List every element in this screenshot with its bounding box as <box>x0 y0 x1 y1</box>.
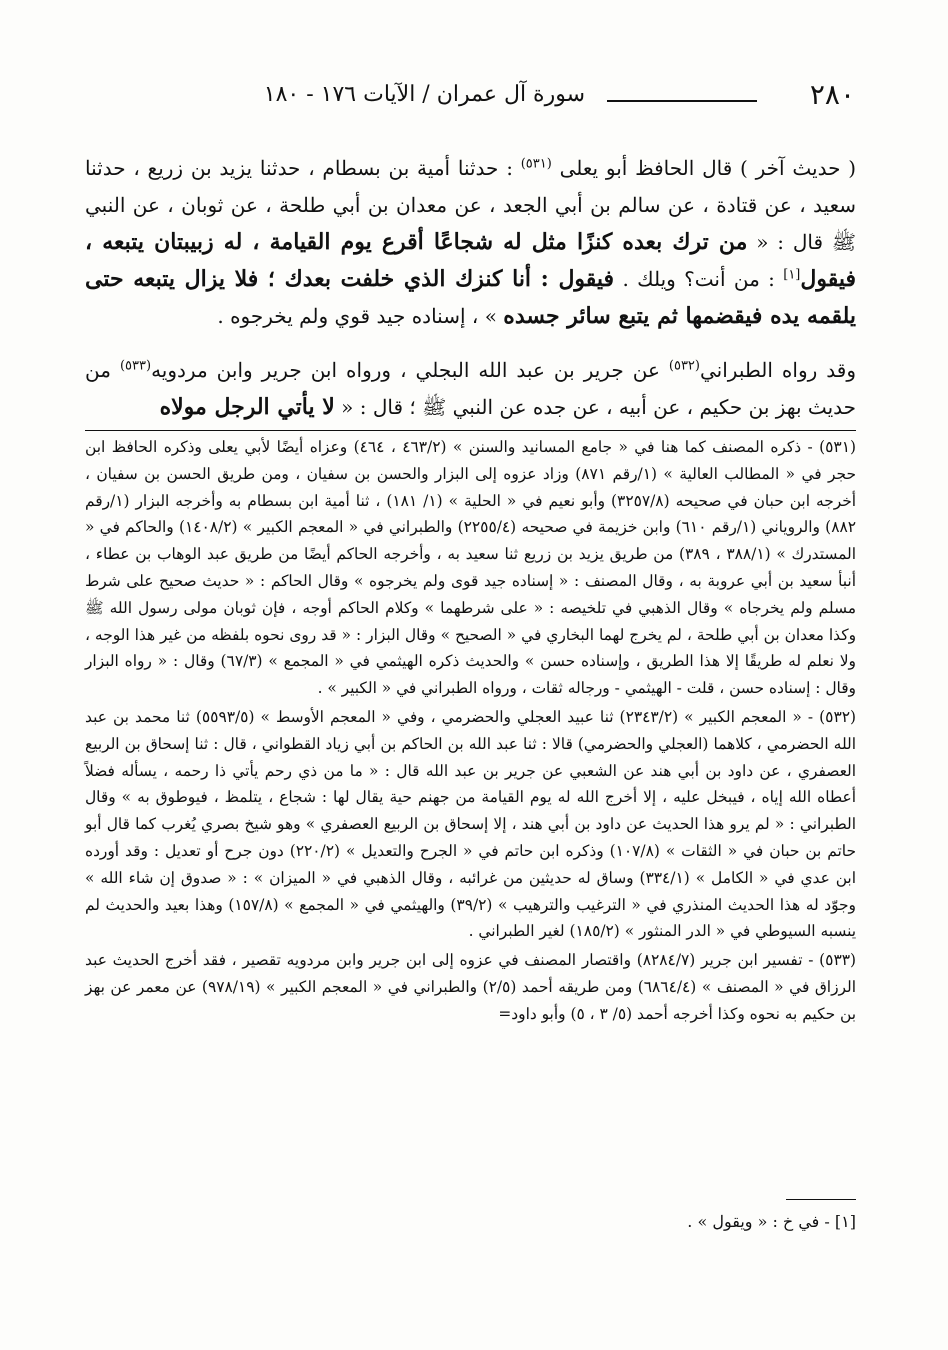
footnote-531: (٥٣١) - ذكره المصنف كما هنا في « جامع المسانيد والسنن » (٤٦٣/٢ ، ٤٦٤) وعزاه أيضًا لأبي يعلى وذكره الحافظ ابن حجر في « المطالب العالية » (١/رقم ٨٧١) وزاد عزوه إلى البزار والحسن بن سفيان ، ومن طريق الحسن بن سفيان ، أخرجه ابن حبان في صحيحه (٣٢٥٧/٨) وأبو نعيم في « الحلية » (١/ ١٨١) ، ثنا أمية ابن بسطام به وأخرجه البزار (١/رقم ٨٨٢) والروياني (١/رقم ٦١٠) وابن خزيمة في صحيحه (٢٢٥٥/٤) والطبراني في « المعجم الكبير » (١٤٠٨/٢) والحاكم في « المستدرك » (٣٨٨/١ ، ٣٨٩) من طريق يزيد بن زريع ثنا سعيد به ، وأخرجه الحاكم أيضًا من طريق عبد الوهاب بن عطاء ، أنبأ سعيد بن أبي عروبة به ، وقال المصنف : « إسناده جيد قوى ولم يخرجوه » وقال الحاكم : « حديث صحيح على شرط مسلم ولم يخرجاه » وقال الذهبي في تلخيصه : « على شرطهما » وكلام الحاكم أوجه ، فإن ثوبان مولى رسول الله ﷺ وكذا معدان بن أبي طلحة ، لم يخرج لهما البخاري في « الصحيح » وقال البزار : « قد روى نحوه بلفظه من غير هذا الوجه ، ولا نعلم له طريقًا إلا هذا الطريق ، وإسناده حسن » والحديث ذكره الهيثمي في « المجمع » (٦٧/٣) وقال : « رواه البزار وقال : إسناده حسن ، قلت - الهيثمي - ورجاله ثقات ، ورواه الطبراني في « الكبير » . <box>85 438 857 698</box>
footnotes-separator <box>85 430 856 431</box>
p1-text-b: : حدثنا أمية بن بسطام ، حدثنا يزيد بن زريع ، حدثنا سعيد ، عن قتادة ، عن سالم بن أبي الجعد ، عن معدان بن أبي طلحة ، عن ثوبان ، عن النبي ﷺ قال : « <box>85 156 857 254</box>
p2-text-c: من حديث بهز بن حكيم ، عن أبيه ، عن جده عن النبي ﷺ ؛ قال : « <box>85 358 856 419</box>
p2-text-b: عن جرير بن عبد الله البجلي ، ورواه ابن جرير وابن مردويه <box>151 358 660 382</box>
footnote-ref-1: [١] <box>783 267 801 283</box>
footnote-ref-533: (٥٣٣) <box>119 358 152 374</box>
p1-hadith-bold-1: من ترك بعده كنزًا مثل له شجاعًا أقرع يوم القيامة ، له زبيبتان يتبعه ، فيقول <box>85 229 857 292</box>
p1-hadith-bold-2: فيقول : أنا كنزك الذي خلفت بعدك ؛ فلا يزال يتبعه حتى يلقمه يده فيقضمها ثم يتبع سائر جسده <box>85 266 856 329</box>
footnotes <box>85 434 856 1030</box>
footnote-1: [١] - في خ : « ويقول » . <box>687 1212 856 1231</box>
running-title: سورة آل عمران / الآيات ١٧٦ - ١٨٠ <box>263 82 585 107</box>
p1-text-c: : من أنت؟ ويلك . <box>622 267 775 291</box>
bottom-separator <box>786 1199 856 1200</box>
paragraph-hadith <box>85 150 856 335</box>
page-header <box>75 78 855 118</box>
footnote-ref-532: (٥٣٢) <box>668 358 700 374</box>
header-rule <box>607 100 757 102</box>
p1-text-d: » ، إسناده جيد قوي ولم يخرجوه . <box>217 304 497 328</box>
footnote-533: (٥٣٣) - تفسير ابن جرير (٨٢٨٤/٧) واقتصار المصنف في عزوه إلى ابن جرير وابن مردويه تقصير ، فقد أخرج الحديث عبد الرزاق في « المصنف » (٦٨٦٤/٤) ومن طريقه أحمد (٢/٥) والطبراني في « المعجم الكبير » (٩٧٨/١٩) عن معمر عن بهز بن حكيم به نحوه وكذا أخرجه أحمد (٥/ ٣ ، ٥) وأبو داود= <box>85 951 856 1023</box>
footnote-ref-531: (٥٣١) <box>520 156 552 172</box>
footnote-532: (٥٣٢) - « المعجم الكبير » (٢٣٤٣/٢) ثنا عبيد العجلي والحضرمي ، وفي « المعجم الأوسط » (٥٥٩٣/٥) ثنا محمد بن عبد الله الحضرمي ، كلاهما (العجلي والحضرمي) قالا : ثنا عبد الله بن الحاكم بن أبي زياد القطواني ، قال : ثنا إسحاق بن الربيع العصفري ، عن داود بن أبي هند عن الشعبي عن جرير بن عبد الله قال : « ما من ذي رحم يأتي ذا رحمه ، يسأله فضلاً أعطاه الله إياه ، فيبخل عليه ، إلا أخرج الله له يوم القيامة من جهنم حية يقال لها : شجاع ، يتلمظ ، فيوطوق به » وقال الطبراني : « لم يرو هذا الحديث عن داود بن أبي هند ، إلا إسحاق بن الربيع العصفري » وهو شيخ بصري يُغرب كما قال أبو حاتم بن حبان في « الثقات » (١٠٧/٨) وذكره ابن حاتم في « الجرح والتعديل » (٢٢٠/٢) دون جرح أو تعديل : وقد أورده ابن عدي في « الكامل » (٣٣٤/١) وساق له حديثين من غرائبه ، وقال الذهبي في « الميزان » : « صدوق إن شاء الله » وجوّد له هذا الحديث المنذري في « الترغيب والترهيب » (٣٩/٢) والهيثمي في « المجمع » (١٥٧/٨) وهذا بعيد والحديث لم ينسبه السيوطي في « الدر المنثور » (١٨٥/٢) لغير الطبراني . <box>85 707 856 941</box>
page-number: ٢٨٠ <box>809 78 855 111</box>
p2-hadith-bold: لا يأتي الرجل مولاه <box>159 394 335 420</box>
p1-text-a: ( حديث آخر ) قال الحافظ أبو يعلى <box>559 156 857 180</box>
paragraph-tabarani <box>85 352 856 426</box>
p2-text-a: وقد رواه الطبراني <box>700 358 857 382</box>
